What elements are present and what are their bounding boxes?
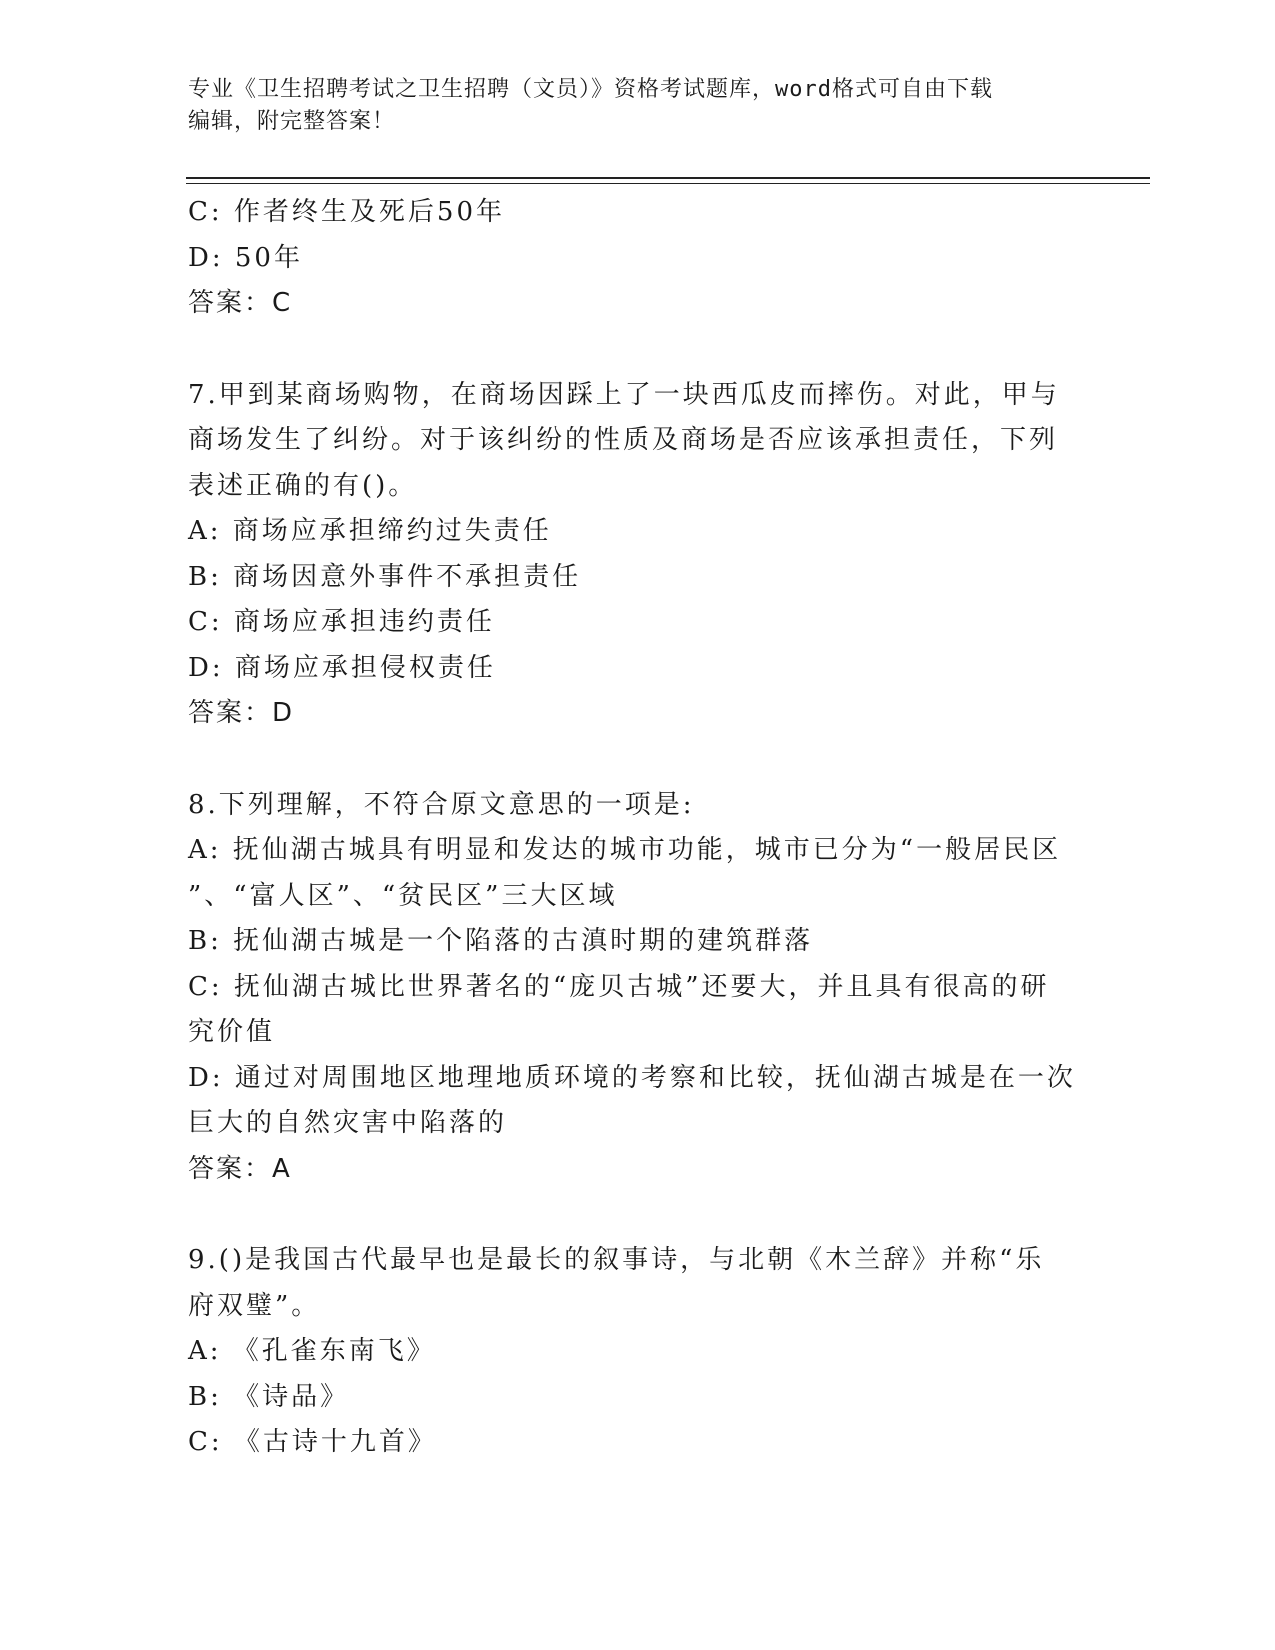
document-header [188,74,1068,138]
header-divider-thin [186,183,1150,184]
spacer [188,327,1088,373]
q9-option-b: B: 《诗品》 [188,1381,350,1412]
q6-option-c: C: 作者终生及死后50年 [188,197,506,227]
q6-option-d: D: 50年 [188,242,303,273]
q7-option-c: C: 商场应承担违约责任 [188,607,495,637]
q7-option-a: A: 商场应承担缔约过失责任 [188,516,552,546]
q7-stem-line-2: 商场发生了纠纷。对于该纠纷的性质及商场是否应该承担责任，下列 [188,425,1059,455]
header-line-2: 编辑，附完整答案！ [188,109,396,134]
q8-option-a-line-1: A: 抚仙湖古城具有明显和发达的城市功能，城市已分为“一般居民区 [188,835,1062,865]
q7-option-d: D: 商场应承担侵权责任 [188,652,496,683]
question-8 [188,783,1088,1193]
q9-option-c: C: 《古诗十九首》 [188,1427,437,1457]
q6-answer: 答案：C [188,288,293,318]
q8-answer: 答案：A [188,1153,292,1184]
spacer [188,1192,1088,1238]
q8-option-c-line-1: C: 抚仙湖古城比世界著名的“庞贝古城”还要大，并且具有很高的研 [188,971,1050,1002]
document-body [188,190,1088,1466]
q7-answer: 答案：D [188,698,295,728]
q8-option-d-line-2: 巨大的自然灾害中陷落的 [188,1108,508,1138]
q7-stem-line-3: 表述正确的有()。 [188,470,418,501]
question-9 [188,1238,1088,1466]
q9-option-a: A: 《孔雀东南飞》 [188,1336,436,1366]
q8-option-c-line-2: 究价值 [188,1017,276,1047]
q8-option-d-line-1: D: 通过对周围地区地理地质环境的考察和比较，抚仙湖古城是在一次 [188,1062,1076,1093]
spacer [188,737,1088,783]
q8-option-b: B: 抚仙湖古城是一个陷落的古滇时期的建筑群落 [188,926,814,956]
q7-stem-line-1: 7.甲到某商场购物，在商场因踩上了一块西瓜皮而摔伤。对此，甲与 [188,379,1060,410]
q9-stem-line-1: 9.()是我国古代最早也是最长的叙事诗，与北朝《木兰辞》并称“乐 [188,1245,1045,1275]
header-line-1: 专业《卫生招聘考试之卫生招聘（文员）》资格考试题库，word格式可自由下载 [188,77,993,102]
header-divider-thick [186,177,1150,179]
q8-option-a-line-2: ”、“富人区”、“贫民区”三大区域 [188,880,618,911]
q7-option-b: B: 商场因意外事件不承担责任 [188,561,582,592]
question-7 [188,373,1088,737]
question-6-tail [188,190,1088,327]
q9-stem-line-2: 府双璧”。 [188,1290,321,1321]
q8-stem: 8.下列理解，不符合原文意思的一项是: [188,789,695,820]
